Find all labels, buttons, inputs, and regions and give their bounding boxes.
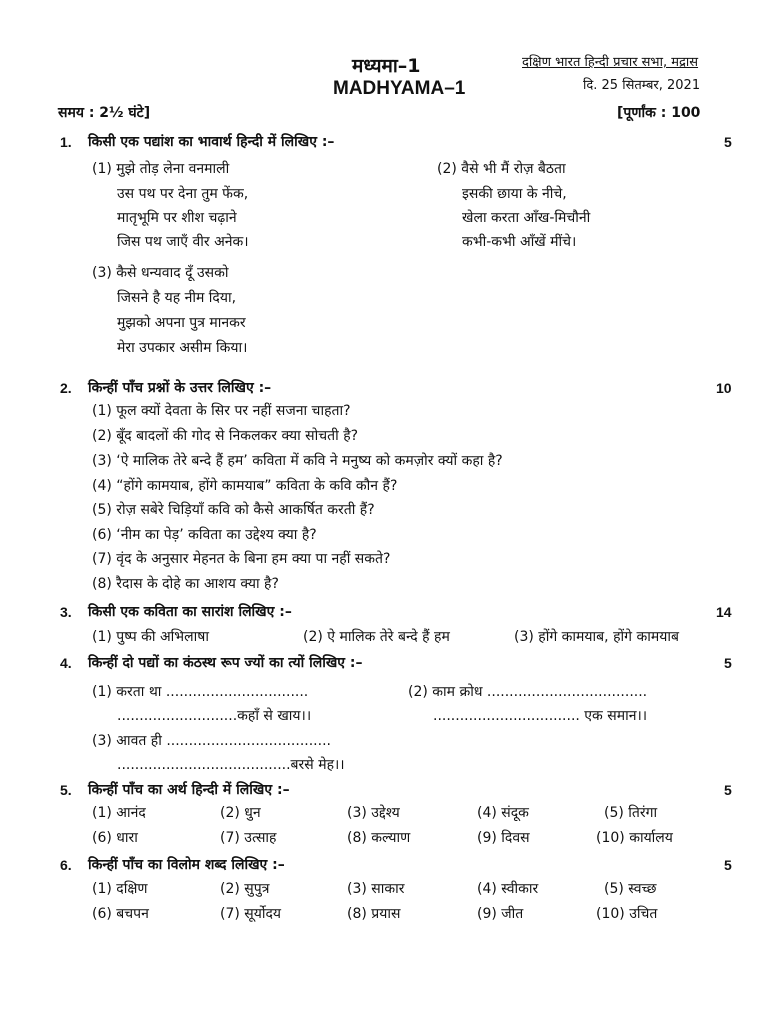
title-hindi: मध्यमा–1: [352, 55, 421, 77]
q2-heading: किन्हीं पाँच प्रश्नों के उत्तर लिखिए :–: [88, 380, 272, 396]
q2-question: (4) “होंगे कामयाब, होंगे कामयाब” कविता के कवि कौन हैं?: [92, 478, 398, 494]
q6-word: (5) स्वच्छ: [604, 881, 657, 897]
q2-question: (1) फूल क्यों देवता के सिर पर नहीं सजना चाहता?: [92, 403, 351, 419]
exam-date: दि. 25 सितम्बर, 2021: [583, 78, 701, 93]
q3-option: (2) ऐ मालिक तेरे बन्दे हैं हम: [303, 629, 450, 645]
exam-duration: समय : 2½ घंटे]: [58, 105, 151, 121]
q4-line: ................................. एक समान।।: [433, 708, 648, 724]
q6-word: (9) जीत: [477, 906, 524, 922]
q6-word: (2) सुपुत्र: [220, 881, 270, 897]
q6-heading: किन्हीं पाँच का विलोम शब्द लिखिए :–: [88, 857, 285, 873]
q5-word: (2) धुन: [220, 805, 261, 821]
q3-option: (3) होंगे कामयाब, होंगे कामयाब: [514, 629, 679, 645]
q2-question: (7) वृंद के अनुसार मेहनत के बिना हम क्या पा नहीं सकते?: [92, 551, 391, 567]
q4-line: .......................................बरसे मेह।।: [117, 757, 345, 773]
q5-word: (7) उत्साह: [220, 830, 277, 846]
q4-line: ...........................कहाँ से खाय।।: [117, 708, 312, 724]
title-english: MADHYAMA–1: [333, 78, 466, 99]
q4-number: 4.: [60, 655, 72, 671]
q5-word: (8) कल्याण: [347, 830, 411, 846]
q5-number: 5.: [60, 782, 72, 798]
q4-heading: किन्हीं दो पद्यों का कंठस्थ रूप ज्यों का त्यों लिखिए :–: [88, 655, 363, 671]
q5-heading: किन्हीं पाँच का अर्थ हिन्दी में लिखिए :–: [88, 782, 290, 798]
q6-word: (3) साकार: [347, 881, 405, 897]
q1-poem2-line: इसकी छाया के नीचे,: [462, 186, 567, 202]
q1-poem2-line: (2) वैसे भी मैं रोज़ बैठता: [437, 161, 566, 177]
q5-word: (4) संदूक: [477, 805, 529, 821]
q5-word: (6) धारा: [92, 830, 138, 846]
q6-word: (6) बचपन: [92, 906, 149, 922]
q1-poem1-line: मातृभूमि पर शीश चढ़ाने: [117, 210, 237, 226]
q1-poem3-line: मुझको अपना पुत्र मानकर: [117, 315, 246, 331]
q6-word: (1) दक्षिण: [92, 881, 148, 897]
q1-marks: 5: [724, 134, 732, 150]
q4-marks: 5: [724, 655, 732, 671]
q5-word: (3) उद्देश्य: [347, 805, 400, 821]
q1-poem1-line: जिस पथ जाएँ वीर अनेक।: [117, 234, 249, 250]
organization: दक्षिण भारत हिन्दी प्रचार सभा, मद्रास: [522, 55, 699, 70]
q1-poem3-line: (3) कैसे धन्यवाद दूँ उसको: [92, 265, 229, 281]
q1-poem1-line: (1) मुझे तोड़ लेना वनमाली: [92, 161, 230, 177]
q6-number: 6.: [60, 857, 72, 873]
q3-number: 3.: [60, 604, 72, 620]
q5-word: (10) कार्यालय: [596, 830, 673, 846]
q2-question: (2) बूँद बादलों की गोद से निकलकर क्या सोचती है?: [92, 428, 359, 444]
q3-heading: किसी एक कविता का सारांश लिखिए :–: [88, 604, 292, 620]
q6-word: (10) उचित: [596, 906, 658, 922]
q2-question: (6) ‘नीम का पेड़’ कविता का उद्देश्य क्या है?: [92, 527, 317, 543]
q4-line: (3) आवत ही .....................................: [92, 733, 331, 749]
q1-poem2-line: कभी-कभी आँखें मींचे।: [462, 234, 577, 250]
q1-poem2-line: खेला करता आँख-मिचौनी: [462, 210, 591, 226]
q2-number: 2.: [60, 380, 72, 396]
q1-poem3-line: मेरा उपकार असीम किया।: [117, 340, 248, 356]
q5-word: (9) दिवस: [477, 830, 530, 846]
q6-word: (8) प्रयास: [347, 906, 401, 922]
q2-question: (5) रोज़ सबेरे चिड़ियाँ कवि को कैसे आकर्षित करती हैं?: [92, 502, 375, 518]
q2-marks: 10: [716, 380, 732, 396]
q6-marks: 5: [724, 857, 732, 873]
q6-word: (4) स्वीकार: [477, 881, 539, 897]
q1-poem3-line: जिसने है यह नीम दिया,: [117, 290, 237, 306]
q4-line: (1) करता था ................................: [92, 684, 309, 700]
q5-word: (5) तिरंगा: [604, 805, 658, 821]
q3-option: (1) पुष्प की अभिलाषा: [92, 629, 209, 645]
q1-number: 1.: [60, 134, 72, 150]
q5-word: (1) आनंद: [92, 805, 146, 821]
q4-line: (2) काम क्रोध ....................................: [408, 684, 648, 700]
q1-heading: किसी एक पद्यांश का भावार्थ हिन्दी में लिखिए :–: [88, 134, 335, 150]
q2-question: (8) रैदास के दोहे का आशय क्या है?: [92, 576, 279, 592]
q3-marks: 14: [716, 604, 732, 620]
q6-word: (7) सूर्योदय: [220, 906, 282, 922]
q2-question: (3) ‘ऐ मालिक तेरे बन्दे हैं हम’ कविता में कवि ने मनुष्य को कमज़ोर क्यों कहा है?: [92, 453, 503, 469]
total-marks: [पूर्णांक : 100: [617, 105, 701, 121]
q1-poem1-line: उस पथ पर देना तुम फेंक,: [117, 186, 249, 202]
q5-marks: 5: [724, 782, 732, 798]
